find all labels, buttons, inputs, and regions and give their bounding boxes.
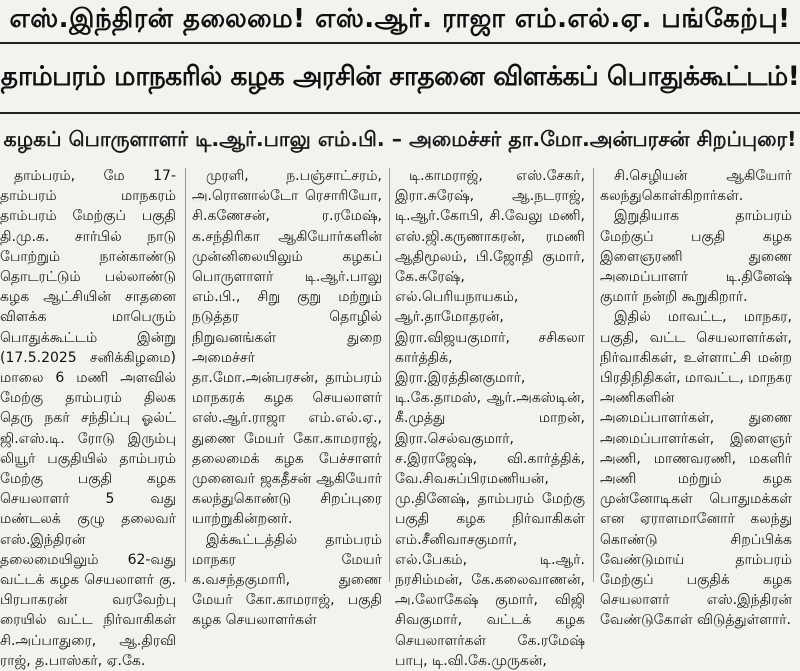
kicker-headline: எஸ்.இந்திரன் தலைமை! எஸ்.ஆர். ராஜா எம்.எல்.ஏ. பங்கேற்பு! xyxy=(9,4,791,34)
article-column-1 xyxy=(0,166,176,669)
article-paragraph: டி.காமராஜ், எஸ்.சேகர், இரா.சுரேஷ், ஆ.நடராஜ், டி.ஆர்.கோபி, சி.வேலு மணி, எஸ்.ஜி.கருணாகரன், ரமணி ஆதிமூலம், பி.ஜோதி குமார், கே.சுரேஷ், எல்.பெரியநாயகம், ஆர்.தாமோதரன், இரா.விஜயகுமார், சசிகலா கார்த்திக், இரா.இரத்தினகுமார், டி.கே.தாமஸ், ஆர்.அகஸ்டின், கீ.முத்து மாறன், இரா.செல்வகுமார், ச.இராஜேஷ், வி.கார்த்திக், வே.சிவசுப்பிரமணியன், மு.தினேஷ், தாம்பரம் மேற்கு பகுதி கழக நிர்வாகிகள் எம்.சீனிவாசகுமார், எல்.பேகம், டி.ஆர். நரசிம்மன், கே.கலைவாணன், அ.லோகேஷ் குமார், விஜி சிவகுமார், வட்டக் கழக செயலாளர்கள் கே.ரமேஷ் பாபு, டி.வி.கே.முருகன், xyxy=(395,168,585,669)
column-divider xyxy=(593,168,594,582)
article-paragraph: இக்கூட்டத்தில் தாம்பரம் மாநகர மேயர் க.வசந்தகுமாரி, துணை மேயர் கோ.காமராஜ், பகுதி கழக செயலாளர்கள் xyxy=(192,531,382,629)
article-column-4 xyxy=(600,166,792,629)
article-column-3 xyxy=(395,166,585,669)
column-divider xyxy=(185,168,186,582)
article-paragraph: சி.செழியன் ஆகியோர் கலந்துகொள்கிறார்கள். xyxy=(600,168,792,205)
divider xyxy=(0,42,800,44)
column-divider xyxy=(389,168,390,582)
article-paragraph: முரளி, ந.பஞ்சாட்சரம், அ.ரொனால்டோ ரெசாரியோ, சி.கணேசன், ர.ரமேஷ், க.சந்திரிகா ஆகியோர்களின் முன்னிலையிலும் கழகப் பொருளாளர் டி.ஆர்.பாலு எம்.பி., சிறு குறு மற்றும் நடுத்தர தொழில் நிறுவனங்கள் துறை அமைச்சர் தா.மோ.அன்பரசன், தாம்பரம் மாநகரக் கழக செயலாளர் எஸ்.ஆர்.ராஜா எம்.எல்.ஏ., துணை மேயர் கோ.காமராஜ், தலைமைக் கழக பேச்சாளர் முனைவர் ஜகதீசன் ஆகியோர் கலந்துகொண்டு சிறப்புரை யாற்றுகின்றனர். xyxy=(192,168,382,528)
article-column-2 xyxy=(192,166,382,629)
article-paragraph: இறுதியாக தாம்பரம் மேற்குப் பகுதி கழக இளைஞரணி துணை அமைப்பாளர் டி.தினேஷ் குமார் நன்றி கூறுகிறார். xyxy=(600,208,792,306)
article-paragraph: தாம்பரம், மே 17- தாம்பரம் மாநகரம் தாம்பரம் மேற்குப் பகுதி தி.மு.க. சார்பில் நாடு போற்றும் நான்காண்டு தொடரட்டும் பல்லாண்டு கழக ஆட்சியின் சாதனை விளக்க மாபெரும் பொதுக்கூட்டம் இன்று (17.5.2025 சனிக்கிழமை) மாலை 6 மணி அளவில் மேற்கு தாம்பரம் திலக தெரு நகர் சந்திப்பு ஓல்ட் ஜி.எஸ்.டி. ரோடு இரும்பு லியூர் பகுதியில் தாம்பரம் மேற்கு பகுதி கழக செயலாளர் 5 வது மண்டலக் குழு தலைவர் எஸ்.இந்திரன் தலைமையிலும் 62-வது வட்டக் கழக செயலாளர் கு. பிரபாகரன் வரவேற்பு ரையில் வட்ட நிர்வாகிகள் சி.அப்பாதுரை, ஆ.திரவி ராஜ், த.பாஸ்கர், ஏ.கே. xyxy=(0,168,176,669)
sub-headline: கழகப் பொருளாளர் டி.ஆர்.பாலு எம்.பி. – அமைச்சர் தா.மோ.அன்பரசன் சிறப்புரை! xyxy=(3,127,797,151)
article-paragraph: இதில் மாவட்ட, மாநகர, பகுதி, வட்ட செயலாளர்கள், நிர்வாகிகள், உள்ளாட்சி மன்ற பிரதிநிதிகள், மாவட்ட, மாநகர அணிகளின் அமைப்பாளர்கள், துணை அமைப்பாளர்கள், இளைஞர் அணி, மாணவரணி, மகளிர் அணி மற்றும் கழக முன்னோடிகள் பொதுமக்கள் என ஏராளமானோர் கலந்து கொண்டு சிறப்பிக்க வேண்டுமாய் தாம்பரம் மேற்குப் பகுதிக் கழக செயலாளர் எஸ்.இந்திரன் வேண்டுகோள் விடுத்துள்ளார். xyxy=(600,309,792,629)
divider xyxy=(0,112,800,114)
main-headline: தாம்பரம் மாநகரில் கழக அரசின் சாதனை விளக்கப் பொதுக்கூட்டம்! xyxy=(0,61,800,92)
